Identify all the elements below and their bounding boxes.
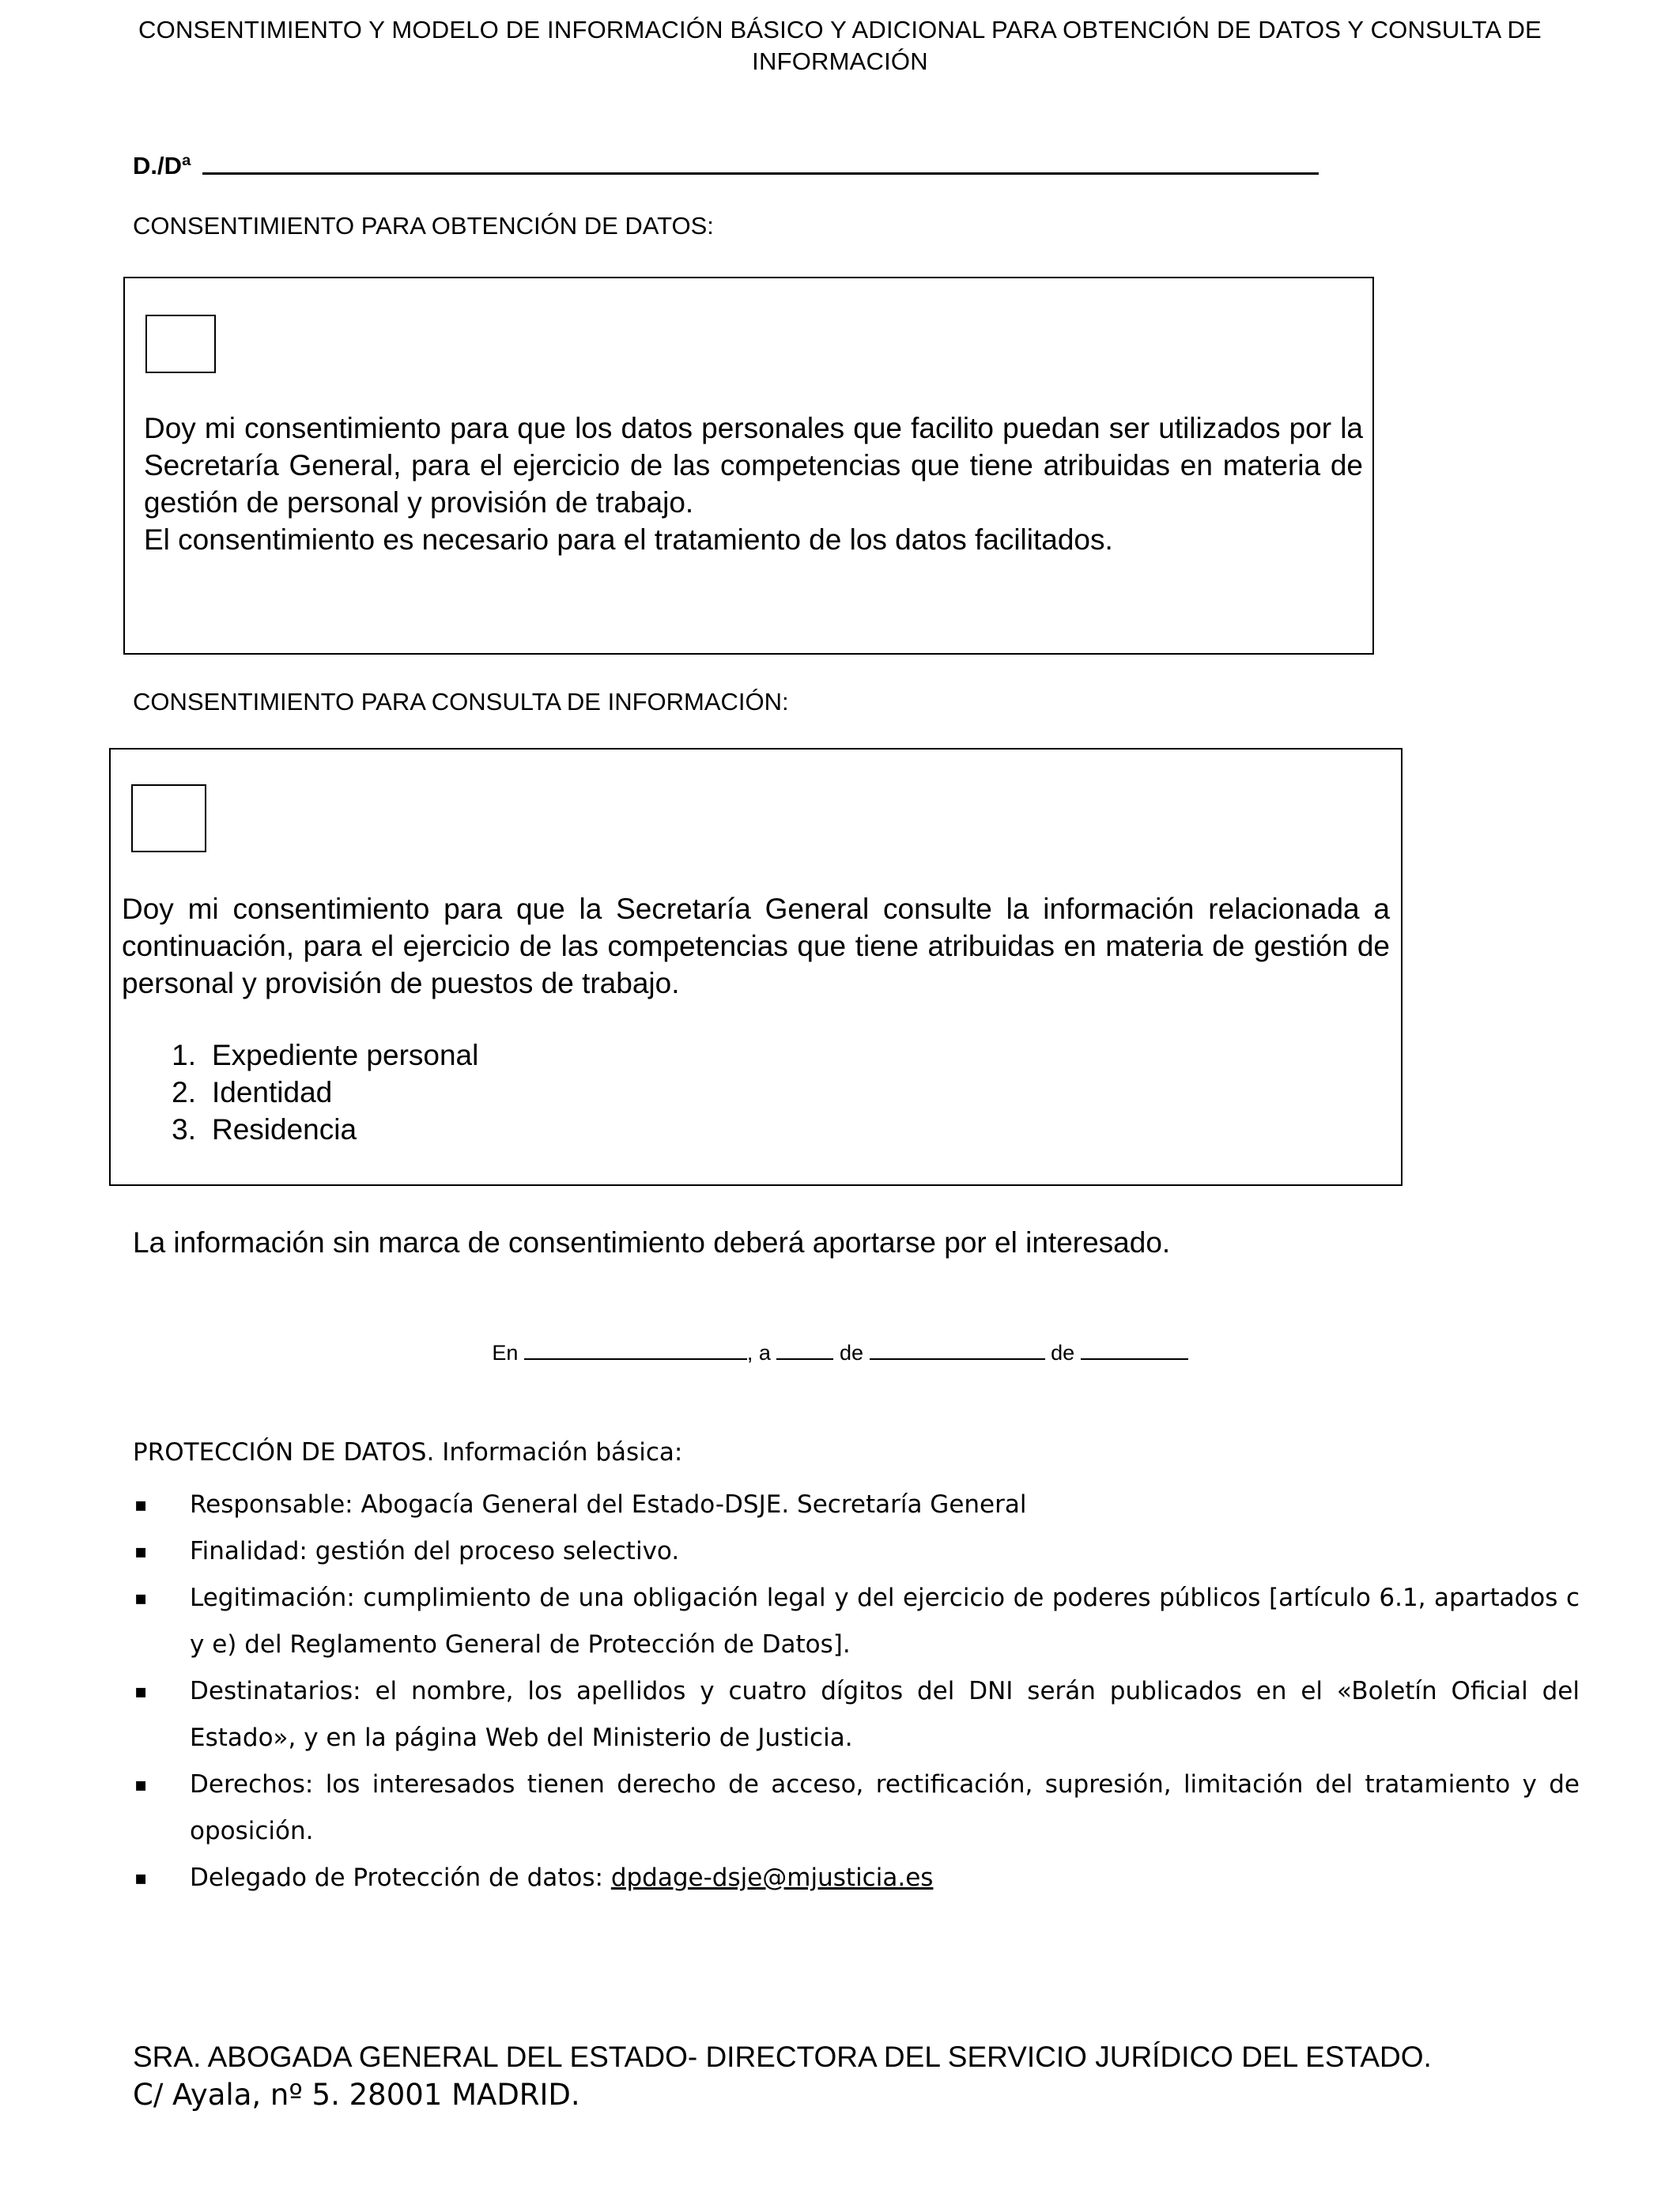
bullet-icon: ▪ [134, 1540, 148, 1562]
applicant-label: D./Dª [133, 152, 191, 179]
list-item: 3. Residencia [172, 1113, 357, 1146]
data-protection-heading: PROTECCIÓN DE DATOS. Información básica: [133, 1438, 683, 1467]
list-item: ▪ Derechos: los interesados tienen derecho de acceso, rectificación, supresión, limitación del tratamiento y de oposición. [133, 1762, 1580, 1855]
bullet-icon: ▪ [134, 1867, 148, 1889]
consent-info-list [155, 1037, 478, 1148]
recipient-line: SRA. ABOGADA GENERAL DEL ESTADO- DIRECTORA DEL SERVICIO JURÍDICO DEL ESTADO. [133, 2041, 1432, 2073]
bullet-icon: ▪ [134, 1494, 148, 1516]
recipient-address: C/ Ayala, nº 5. 28001 MADRID. [133, 2078, 580, 2112]
month-field[interactable] [870, 1335, 1045, 1360]
list-item: 2. Identidad [172, 1076, 333, 1108]
consent-info-heading: CONSENTIMIENTO PARA CONSULTA DE INFORMACIÓN: [133, 688, 789, 716]
applicant-name-field[interactable] [202, 172, 1319, 175]
date-line: En , a de de [119, 1335, 1561, 1367]
consent-data-heading: CONSENTIMIENTO PARA OBTENCIÓN DE DATOS: [133, 212, 714, 240]
bullet-icon: ▪ [134, 1773, 148, 1796]
list-item: ▪ Delegado de Protección de datos: dpdage-dsje@mjusticia.es [133, 1855, 1580, 1901]
consent-data-text: Doy mi consentimiento para que los datos personales que facilito puedan ser utilizados por la Secretaría General, para el ejercicio de las competencias que tiene atribuidas en materia de gestión de personal y provisión de trabajo. [144, 412, 1363, 519]
consent-data-note: El consentimiento es necesario para el tratamiento de los datos facilitados. [144, 523, 1113, 556]
place-field[interactable] [524, 1335, 747, 1360]
bullet-icon: ▪ [134, 1680, 148, 1702]
list-item: ▪ Finalidad: gestión del proceso selectivo. [133, 1528, 1580, 1575]
data-protection-section [133, 1433, 1580, 1901]
bullet-icon: ▪ [134, 1587, 148, 1609]
list-item: ▪ Legitimación: cumplimiento de una obligación legal y del ejercicio de poderes públicos [artículo 6.1, apartados c y e) del Reglamento General de Protección de Datos]. [133, 1575, 1580, 1668]
consent-info-text: Doy mi consentimiento para que la Secretaría General consulte la información relacionada a continuación, para el ejercicio de las competencias que tiene atribuidas en materia de gestión de personal y provisión de puestos de trabajo. [122, 893, 1390, 999]
consent-info-checkbox[interactable] [131, 784, 206, 852]
list-item: ▪ Responsable: Abogacía General del Estado-DSJE. Secretaría General [133, 1482, 1580, 1528]
day-field[interactable] [776, 1335, 833, 1360]
year-field[interactable] [1081, 1335, 1188, 1360]
list-item-label: Residencia [212, 1113, 357, 1146]
missing-consent-note: La información sin marca de consentimiento deberá aportarse por el interesado. [133, 1226, 1171, 1259]
list-item: ▪ Destinatarios: el nombre, los apellidos y cuatro dígitos del DNI serán publicados en el «Boletín Oficial del Estado», y en la página Web del Ministerio de Justicia. [133, 1668, 1580, 1762]
dpo-email-link[interactable]: dpdage-dsje@mjusticia.es [610, 1864, 934, 1892]
list-item-label: Identidad [212, 1076, 333, 1108]
consent-data-checkbox[interactable] [145, 315, 216, 373]
document-title: CONSENTIMIENTO Y MODELO DE INFORMACIÓN BÁSICO Y ADICIONAL PARA OBTENCIÓN DE DATOS Y CONSULTA DE INFORMACIÓN [138, 16, 1542, 75]
list-item-label: Expediente personal [212, 1039, 479, 1071]
list-item: 1. Expediente personal [172, 1039, 479, 1071]
